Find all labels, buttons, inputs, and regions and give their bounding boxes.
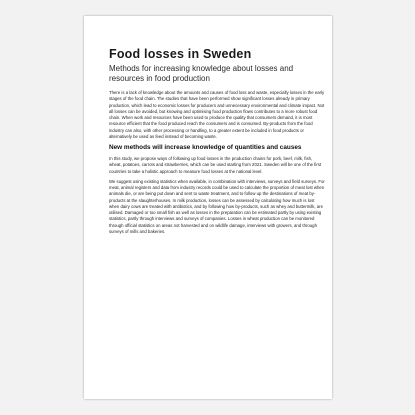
- body-paragraph-methods: We suggest using existing statistics when available, in combination with interviews, surveys and field surveys. For meat, animal registers and data from industry records could be used to calculate the proportion of meat lost when animals die, or are being put down and sent to waste treatment, and to follow up the destinations of meat by-products at the slaughterhouses. In milk production, losses can be assessed by calculating how much is lost when dairy cows are treated with antibiotics, and by following how by-products, such as whey and buttermilk, are utilised. Damaged or too small fish as well as losses in the preparation can be estimated partly by using existing statistics, partly through interviews and surveys of companies. Losses in wheat production can be monitored through official statistics on areas not harvested and on wildlife damage, interviews with growers, and through surveys of mills and bakeries.: [109, 178, 325, 234]
- document-subtitle: Methods for increasing knowledge about losses and resources in food production: [109, 64, 294, 83]
- section-heading: New methods will increase knowledge of quantities and causes: [109, 144, 302, 151]
- document-title: Food losses in Sweden: [109, 47, 252, 61]
- intro-paragraph: There is a lack of knowledge about the amounts and causes of food loss and waste, especially losses in the early stages of the food chain. The studies that have been performed show significant losses already in primary production, which lead to economic losses for producers and unnecessary environmental and climate impact. Not all losses can be avoided, but knowing and optimising food production flows contributes to a more robust food chain. When work and resources have been used to produce the quality that consumers demand, it is most resource efficient that the food produced reach the consumers and is consumed. By-products from the food industry can also, with other processing or handling, to a greater extent be included in food products or alternatively be used as feed instead of becoming waste.: [109, 90, 325, 139]
- document-page: [84, 16, 332, 399]
- document-content: [109, 47, 325, 239]
- body-paragraph-study: In this study, we propose ways of following up food losses in the production chains for pork, beef, milk, fish, wheat, potatoes, carrots and strawberries, which can be used starting from 2021. Sweden will be one of the first countries to take a holistic approach to measure food losses at the national level.: [109, 156, 322, 174]
